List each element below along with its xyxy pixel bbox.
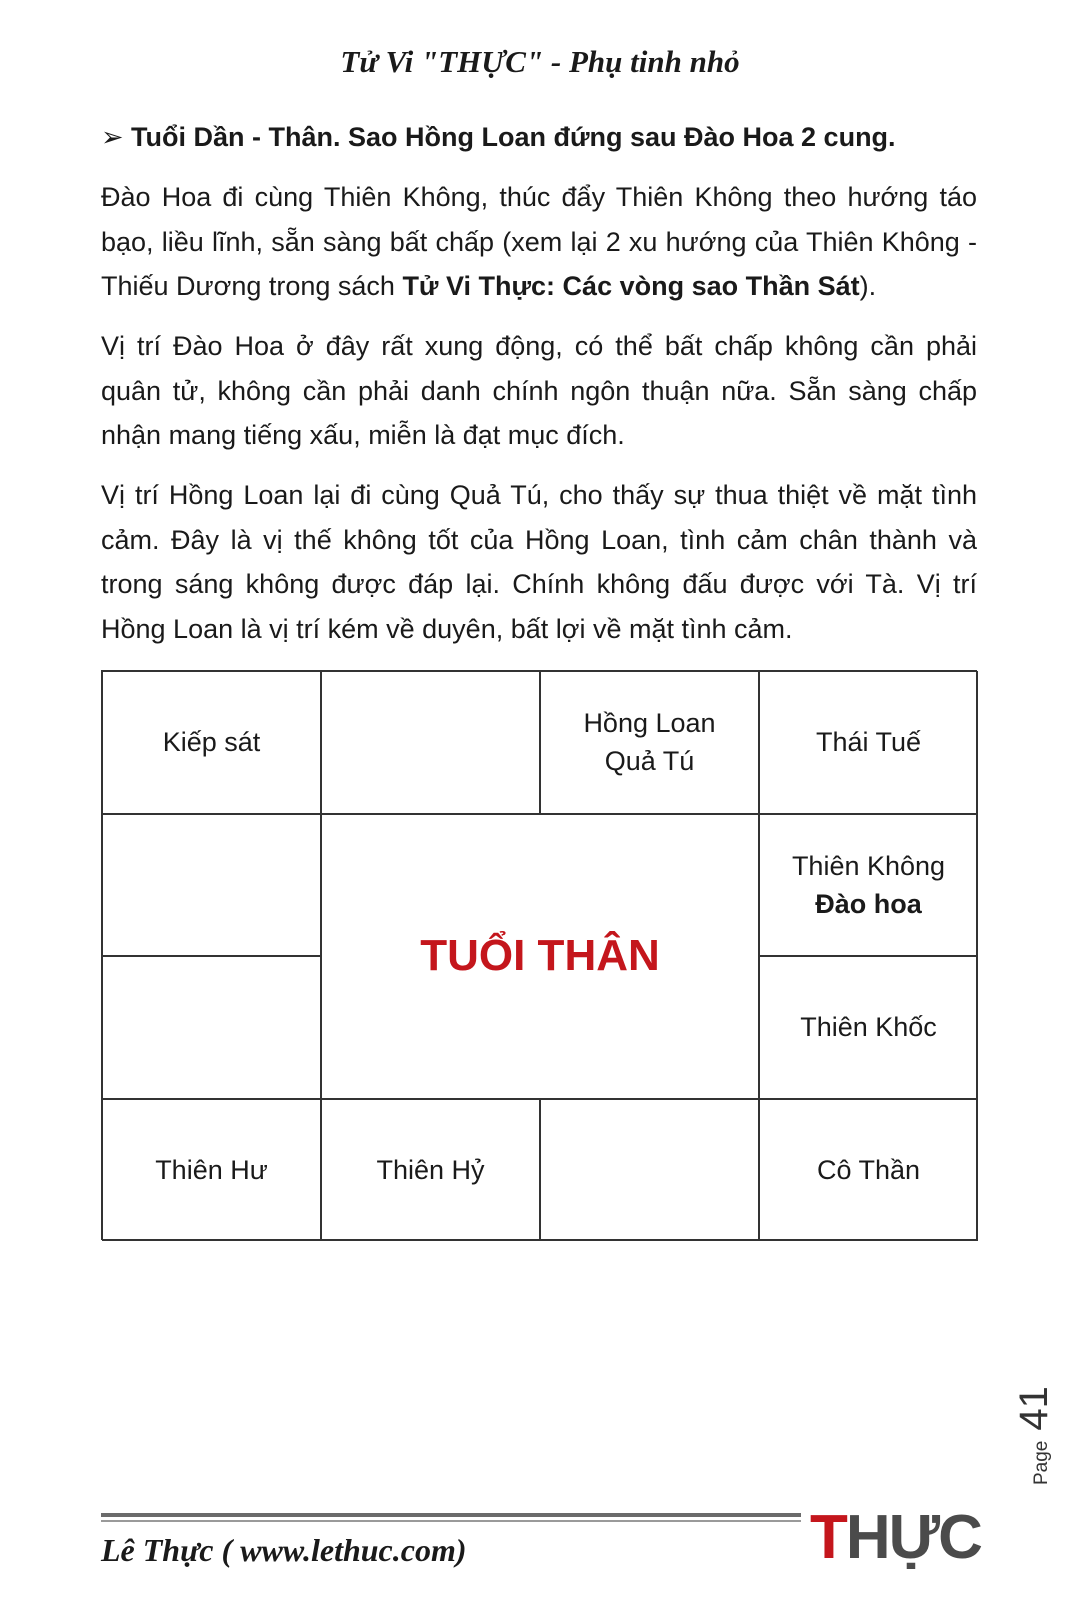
chart-cell-empty xyxy=(102,956,321,1099)
cell-label: Kiếp sát xyxy=(162,727,261,758)
cell-label: Quả Tú xyxy=(604,746,695,777)
page-number-value: 41 xyxy=(1012,1386,1056,1431)
arrow-bullet-icon: ➢ xyxy=(101,122,124,152)
cell-label: Thiên Hư xyxy=(155,1154,268,1185)
cell-label: Thiên Không xyxy=(791,850,946,881)
chart-cell-co-than xyxy=(759,1099,978,1242)
chart-cell-thien-hu xyxy=(102,1099,321,1242)
chart-cell-empty xyxy=(321,671,540,814)
footer-author: Lê Thực ( www.lethuc.com) xyxy=(101,1532,467,1568)
cell-label: Thiên Khốc xyxy=(800,1012,937,1043)
chart-cell-empty xyxy=(102,814,321,957)
thuc-logo xyxy=(810,1503,1010,1573)
section-heading-text: Tuổi Dần - Thân. Sao Hồng Loan đứng sau Đào Hoa 2 cung. xyxy=(131,122,896,152)
chart-cell-thien-hy xyxy=(321,1099,540,1242)
paragraph-1-end: ). xyxy=(859,271,877,301)
page-label: Page xyxy=(1031,1440,1052,1485)
paragraph-2: Vị trí Đào Hoa ở đây rất xung động, có thể bất chấp không cần phải quân tử, không cần phải danh chính ngôn thuận nữa. Sẵn sàng chấp nhận mang tiếng xấu, miễn là đạt mục đích. xyxy=(101,331,977,450)
section-heading xyxy=(101,122,896,153)
chart-cell-empty xyxy=(540,1099,759,1242)
paragraph-3: Vị trí Hồng Loan lại đi cùng Quả Tú, cho thấy sự thua thiệt về mặt tình cảm. Đây là vị thế không tốt của Hồng Loan, tình cảm chân thành và trong sáng không được đáp lại. Chính không đấu được với Tà. Vị trí Hồng Loan là vị trí kém về duyên, bất lợi về mặt tình cảm. xyxy=(101,480,977,644)
chart-cell-thai-tue xyxy=(759,671,978,814)
chart-center-title xyxy=(321,814,759,1099)
logo-letters: HỰC xyxy=(845,1503,981,1572)
horoscope-chart xyxy=(101,670,977,1240)
cell-label: Hồng Loan xyxy=(583,708,716,739)
chart-cell-thien-khoc xyxy=(759,956,978,1099)
paragraph-1 xyxy=(101,175,977,309)
chart-cell-hong-loan xyxy=(540,671,759,814)
cell-label: Cô Thần xyxy=(816,1154,921,1185)
footer-divider-thin xyxy=(101,1520,801,1522)
book-title-reference: Tử Vi Thực: Các vòng sao Thần Sát xyxy=(402,271,860,301)
chart-cell-kiep-sat xyxy=(102,671,321,814)
page-header-title: Tử Vi "THỰC" - Phụ tinh nhỏ xyxy=(340,44,740,79)
cell-label: Thiên Hỷ xyxy=(376,1154,485,1185)
chart-cell-thien-khong xyxy=(759,814,978,957)
logo-letter-t: T xyxy=(810,1503,846,1572)
cell-label: Thái Tuế xyxy=(815,727,922,758)
paragraph-1-text: Đào Hoa đi cùng Thiên Không, thúc đẩy Thiên Không theo hướng táo bạo, liều lĩnh, sẵn sàng bất chấp (xem lại 2 xu hướng của Thiên Không - Thiếu Dương trong sách xyxy=(101,182,977,301)
cell-label-bold: Đào hoa xyxy=(815,888,922,919)
center-title-text: TUỔI THÂN xyxy=(420,931,660,980)
footer-divider xyxy=(101,1513,801,1517)
